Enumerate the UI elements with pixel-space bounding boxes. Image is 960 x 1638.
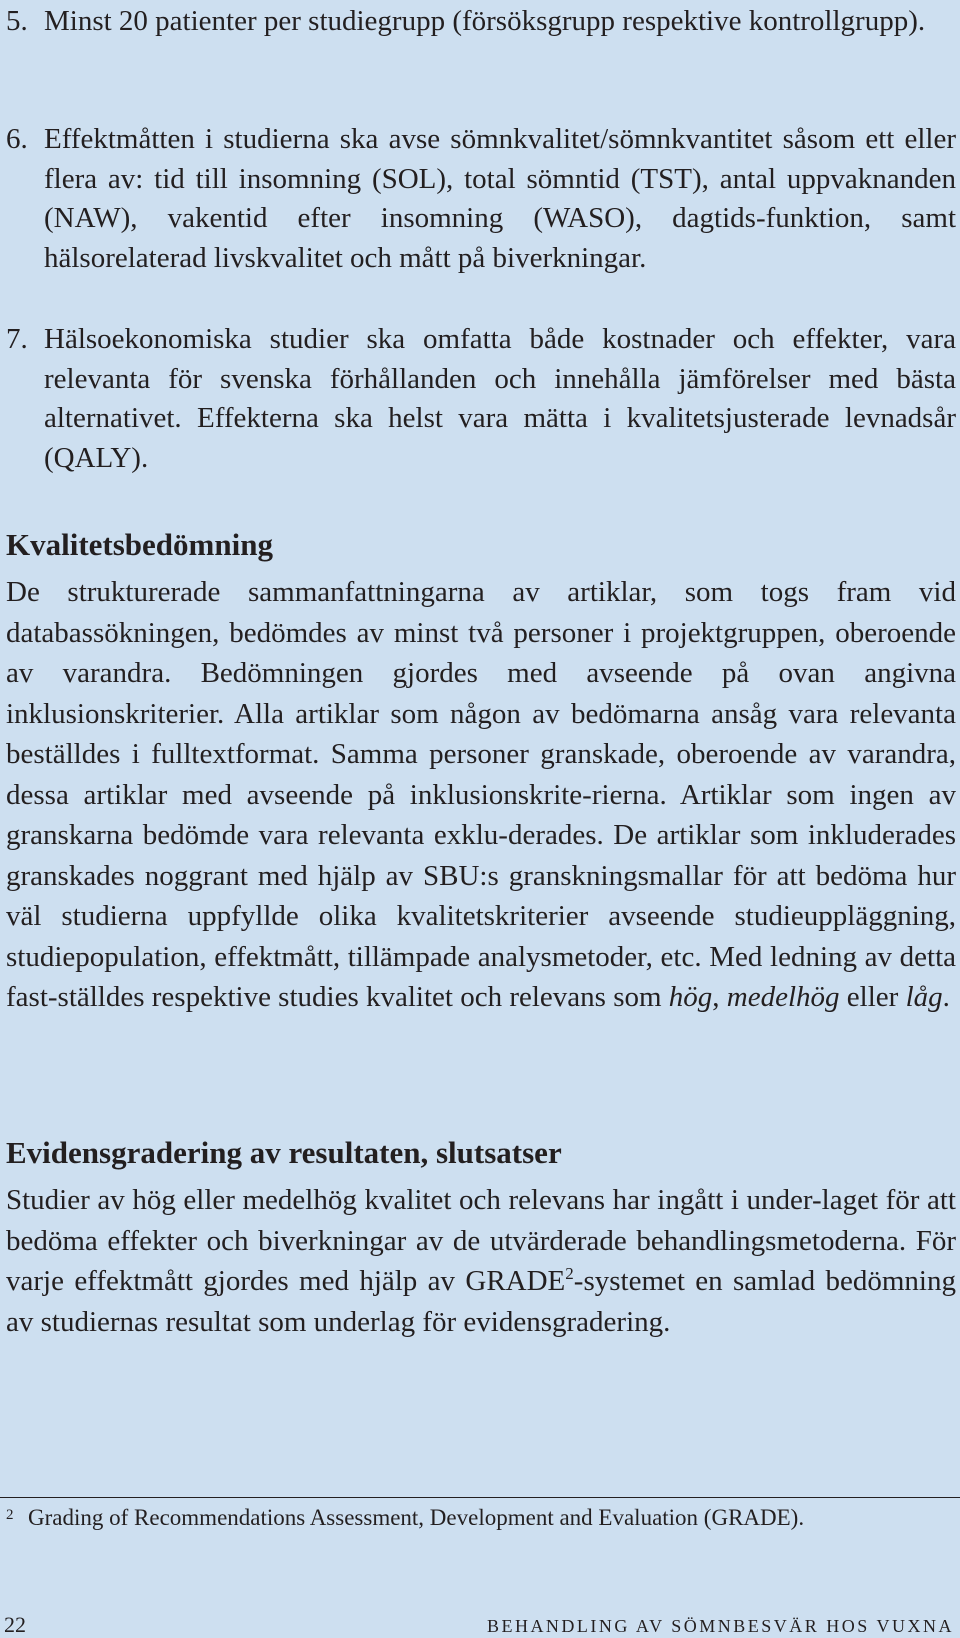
list-item bbox=[6, 120, 956, 278]
footnote bbox=[6, 1500, 956, 1533]
footnote-mark: 2 bbox=[6, 1507, 14, 1523]
section-heading-quality: Kvalitetsbedömning bbox=[6, 527, 273, 562]
section-paragraph-quality bbox=[6, 572, 956, 1018]
footnote-text: Grading of Recommendations Assessment, Development and Evaluation (GRADE). bbox=[28, 1505, 805, 1530]
paragraph-text: Studier av hög eller medelhög kvalitet och relevans har ingått i under-laget för att bedöma effekter och biverkningar av de utvärderade behandlingsmetoderna. För varje effektmått gjordes med hjälp av GRADE bbox=[6, 1184, 956, 1297]
footnote-divider bbox=[0, 1497, 960, 1498]
section-heading-evidence: Evidensgradering av resultaten, slutsatser bbox=[6, 1135, 562, 1170]
list-item-number: 6. bbox=[6, 123, 28, 155]
conjunction: eller bbox=[839, 981, 906, 1013]
footnote-reference[interactable]: 2 bbox=[565, 1264, 574, 1283]
list-item bbox=[6, 320, 956, 478]
separator: , bbox=[712, 981, 727, 1013]
paragraph-end: . bbox=[942, 981, 950, 1013]
rating-high: hög bbox=[668, 981, 713, 1013]
paragraph-text: De strukturerade sammanfattningarna av artiklar, som togs fram vid databassökningen, bedömdes av minst två personer i projektgruppen, oberoende av varandra. Bedömningen gjordes med avseende på ovan angivna inklusionskriterier. Alla artiklar som någon av bedömarna ansåg vara relevanta beställdes i fulltextformat. Samma personer granskade, oberoende av varandra, dessa artiklar med avseende på inklusionskrite-rierna. Artiklar som ingen av granskarna bedömde vara relevanta exklu-derades. De artiklar som inkluderades granskades noggrant med hjälp av SBU:s granskningsmallar för att bedöma hur väl studierna uppfyllde olika kvalitetskriterier avseende studieuppläggning, studiepopulation, effektmått, tillämpade analysmetoder, etc. Med ledning av detta fast-ställdes respektive studies kvalitet och relevans som bbox=[6, 576, 956, 1013]
list-item-number: 7. bbox=[6, 323, 28, 355]
list-item-text: Minst 20 patienter per studiegrupp (försöksgrupp respektive kontrollgrupp). bbox=[44, 5, 926, 37]
list-item-number: 5. bbox=[6, 5, 28, 37]
running-footer-title: BEHANDLING AV SÖMNBESVÄR HOS VUXNA bbox=[486, 1616, 954, 1636]
list-item bbox=[6, 2, 956, 42]
list-item-text: Effektmåtten i studierna ska avse sömnkvalitet/sömnkvantitet såsom ett eller flera av: tid till insomning (SOL), total sömntid (TST), antal uppvaknanden (NAW), vakentid efter insomning (WASO), dagtids-funktion, samt hälsorelaterad livskvalitet och mått på biverkningar. bbox=[44, 123, 956, 274]
page-number: 22 bbox=[4, 1612, 26, 1637]
section-paragraph-evidence bbox=[6, 1180, 956, 1342]
list-item-text: Hälsoekonomiska studier ska omfatta både kostnader och effekter, vara relevanta för svenska förhållanden och innehålla jämförelser med bästa alternativet. Effekterna ska helst vara mätta i kvalitetsjusterade levnadsår (QALY). bbox=[44, 323, 956, 474]
paragraph-text-continued: -systemet en samlad bedömning av studiernas resultat som underlag för evidensgradering. bbox=[6, 1265, 956, 1338]
rating-low: låg bbox=[905, 981, 943, 1013]
rating-medium-high: medelhög bbox=[726, 981, 840, 1013]
